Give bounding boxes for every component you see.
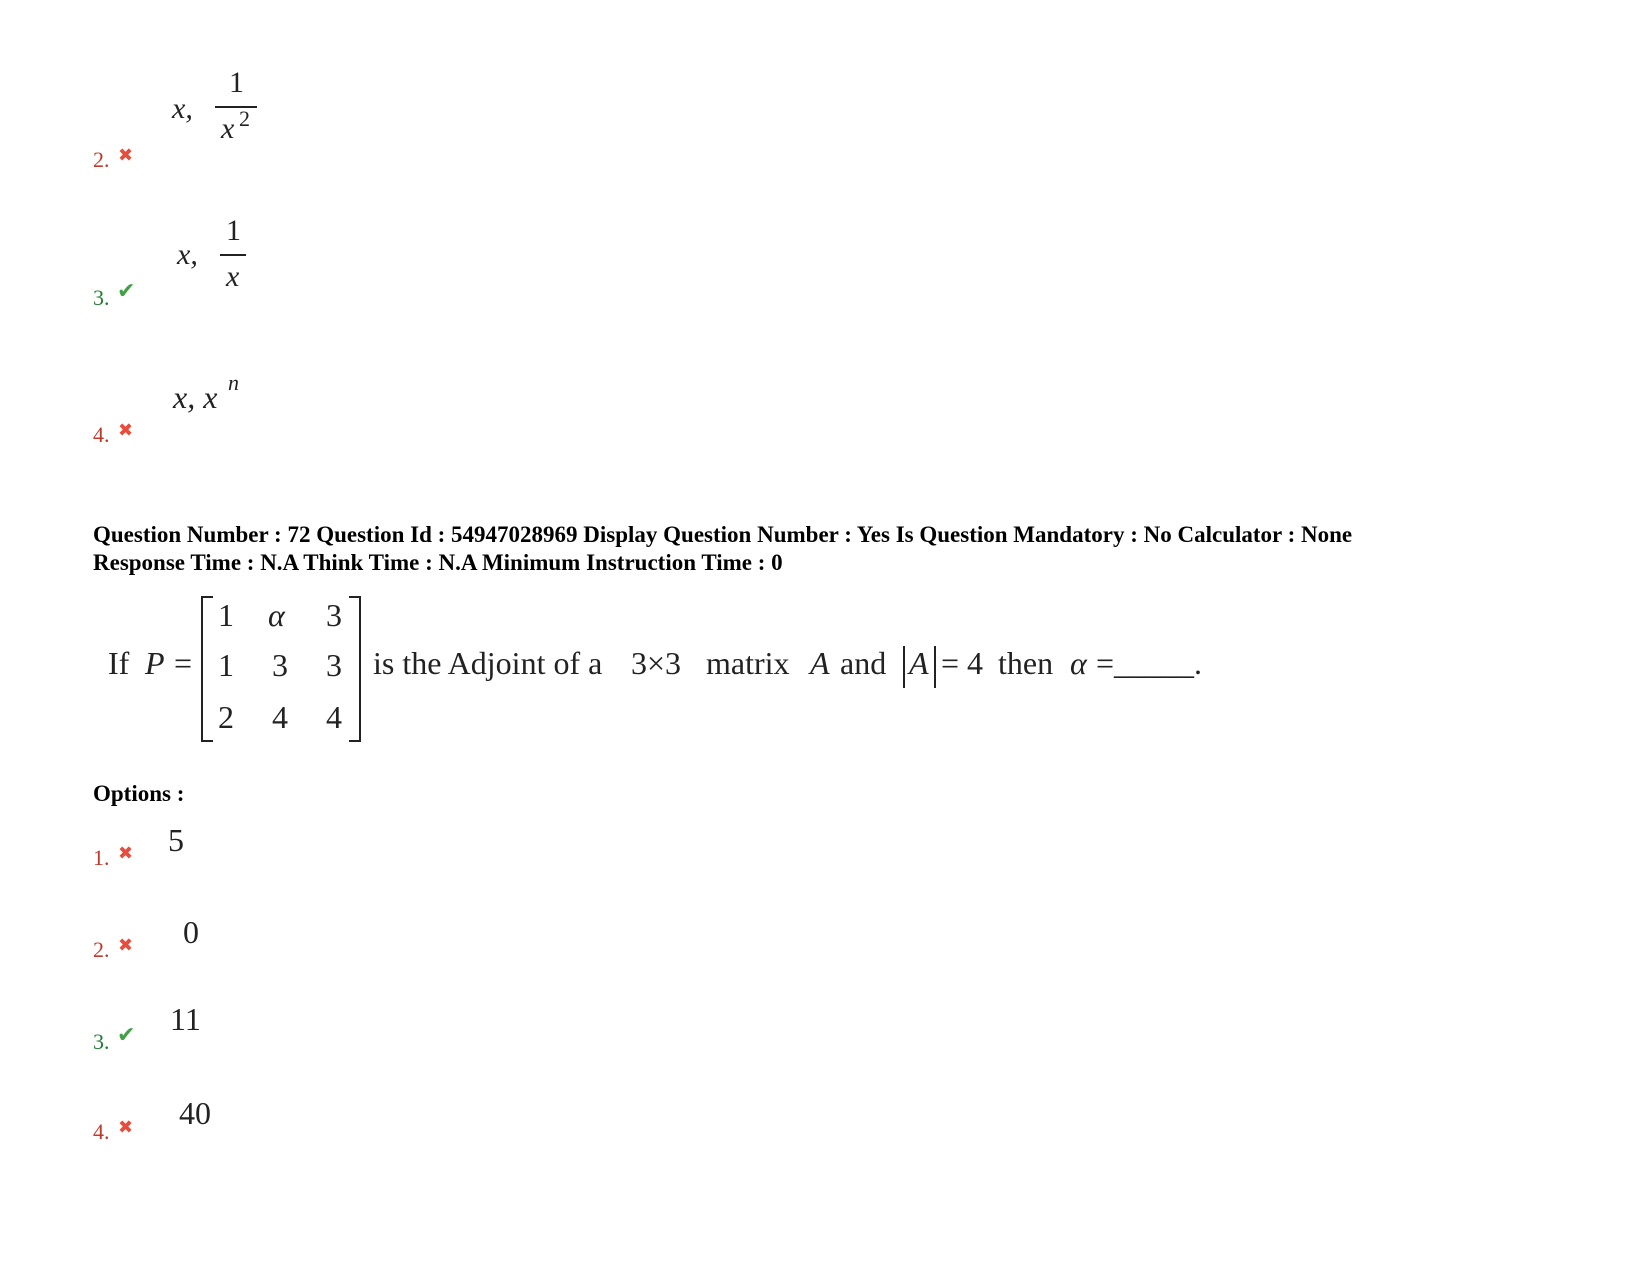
option-number: 1.	[93, 845, 110, 870]
option-number: 3.	[93, 1029, 110, 1054]
option-number: 4.	[93, 1119, 110, 1144]
fraction-denominator: x	[221, 112, 235, 145]
stem-a: A	[810, 645, 830, 681]
stem-det-a: A	[909, 645, 929, 681]
stem-alpha: α	[1070, 645, 1087, 681]
stem-det-equals: = 4	[941, 645, 984, 681]
stem-text-1: is the Adjoint of a	[373, 645, 603, 681]
matrix-cell: α	[268, 597, 285, 633]
option-value: 0	[183, 914, 199, 950]
check-icon: ✔	[117, 1022, 136, 1047]
stem-if: If	[108, 645, 130, 681]
option-number: 2.	[93, 937, 110, 962]
stem-dims: 3×3	[631, 645, 682, 681]
matrix-left-bracket	[201, 596, 213, 742]
cross-icon: ✖	[118, 935, 134, 955]
cross-icon: ✖	[118, 420, 134, 440]
stem-and: and	[840, 645, 887, 681]
fraction-bar	[220, 254, 246, 256]
stem-p: P	[145, 645, 165, 681]
matrix-cell: 1	[218, 647, 234, 683]
cross-icon: ✖	[118, 1117, 134, 1137]
fraction-numerator: 1	[226, 214, 241, 247]
option-variable: x,	[172, 92, 193, 125]
stem-blank: =_____.	[1096, 645, 1203, 681]
cross-icon: ✖	[118, 843, 134, 863]
option-exponent: n	[228, 370, 239, 395]
check-icon: ✔	[117, 278, 136, 303]
fraction-exponent: 2	[239, 106, 250, 131]
options-label: Options :	[93, 781, 185, 806]
option-expression: x, x	[173, 379, 218, 415]
determinant-bar-left	[903, 646, 905, 688]
determinant-bar-right	[934, 646, 936, 688]
option-value: 11	[170, 1001, 201, 1037]
matrix-cell: 1	[218, 597, 234, 633]
option-number: 4.	[93, 422, 110, 447]
option-variable: x,	[177, 238, 198, 271]
question-meta	[93, 521, 1613, 577]
matrix-cell: 4	[326, 699, 342, 735]
fraction-denominator: x	[226, 260, 240, 293]
matrix-cell: 2	[218, 699, 234, 735]
matrix-cell: 4	[272, 699, 288, 735]
matrix-cell: 3	[326, 647, 342, 683]
matrix-cell: 3	[326, 597, 342, 633]
stem-then: then	[998, 645, 1054, 681]
option-value: 40	[179, 1095, 211, 1131]
matrix-right-bracket	[349, 596, 361, 742]
cross-icon: ✖	[118, 145, 134, 165]
matrix	[201, 596, 361, 742]
question-meta-line-1: Question Number : 72 Question Id : 54947028969 Display Question Number : Yes Is Question Mandatory : No Calculator : None	[93, 522, 1353, 547]
matrix-cell: 3	[272, 647, 288, 683]
stem-text-2: matrix	[706, 645, 790, 681]
fraction-numerator: 1	[229, 66, 244, 99]
option-fraction	[215, 66, 257, 150]
option-number: 2.	[93, 147, 110, 172]
option-value: 5	[168, 822, 184, 858]
option-number: 3.	[93, 285, 110, 310]
stem-equals: =	[174, 645, 193, 681]
fraction-bar	[215, 106, 257, 108]
question-meta-line-2: Response Time : N.A Think Time : N.A Minimum Instruction Time : 0	[93, 550, 783, 575]
option-fraction	[220, 214, 246, 298]
